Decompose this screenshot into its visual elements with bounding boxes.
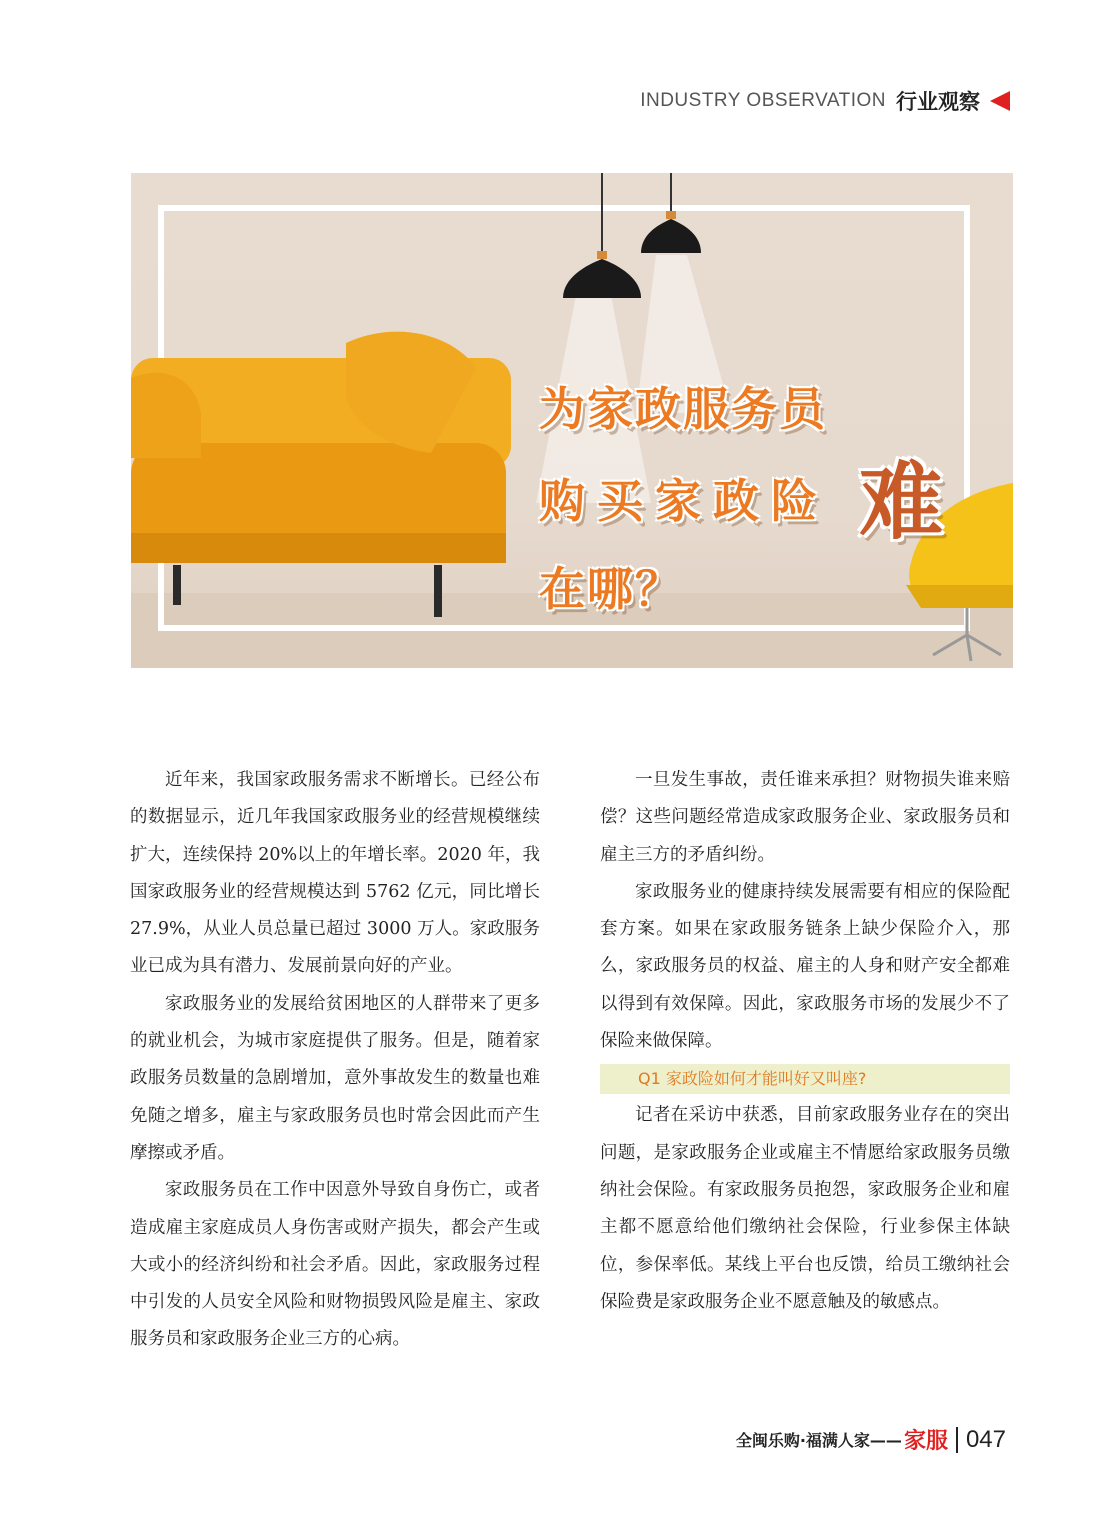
hero-title-emphasis: 难 xyxy=(859,453,944,551)
hero-title-line3: 在哪？ xyxy=(539,562,683,616)
page-footer xyxy=(736,1424,1006,1455)
footer-brand: 家服 xyxy=(903,1429,948,1454)
section-label-cn: 行业观察 xyxy=(896,90,980,114)
arrow-left-icon xyxy=(990,91,1010,111)
paragraph: 家政服务业的健康持续发展需要有相应的保险配套方案。如果在家政服务链条上缺少保险介入，那么，家政服务员的权益、雇主的人身和财产安全都难以得到有效保障。因此，家政服务市场的发展少不了保险来做保障。 xyxy=(600,881,1010,1052)
page-number: 047 xyxy=(965,1425,1006,1453)
hero-banner xyxy=(131,173,1013,668)
footer-slogan: 全闽乐购·福满人家—— xyxy=(735,1431,902,1450)
footer-divider xyxy=(956,1427,958,1453)
article-column-left xyxy=(130,762,540,1359)
paragraph: 家政服务员在工作中因意外导致自身伤亡，或者造成雇主家庭成员人身伤害或财产损失，都会产生或大或小的经济纠纷和社会矛盾。因此，家政服务过程中引发的人员安全风险和财物损毁风险是雇主、家政服务员和家政服务企业三方的心病。 xyxy=(130,1180,540,1350)
paragraph: 一旦发生事故，责任谁来承担？财物损失谁来赔偿？这些问题经常造成家政服务企业、家政服务员和雇主三方的矛盾纠纷。 xyxy=(600,770,1010,865)
hero-title-line1: 为家政服务员 xyxy=(539,382,827,436)
paragraph: 近年来，我国家政服务需求不断增长。已经公布的数据显示，近几年我国家政服务业的经营规模继续扩大，连续保持 20%以上的年增长率。2020 年，我国家政服务业的经营规模达到 5762 亿元，同比增长 27.9%，从业人员总量已超过 3000 万人。家政服务业已成为具有潜力、发展前景向好的产业。 xyxy=(130,770,540,977)
section-header xyxy=(640,86,1010,116)
paragraph: 家政服务业的发展给贫困地区的人群带来了更多的就业机会，为城市家庭提供了服务。但是，随着家政服务员数量的急剧增加，意外事故发生的数量也难免随之增多，雇主与家政服务员也时常会因此而产生摩擦或矛盾。 xyxy=(130,993,540,1163)
question-heading: Q1 家政险如何才能叫好又叫座? xyxy=(600,1064,1010,1094)
hero-title-line2: 购买家政险 xyxy=(539,474,829,528)
paragraph: 记者在采访中获悉，目前家政服务业存在的突出问题，是家政服务企业或雇主不情愿给家政服务员缴纳社会保险。有家政服务员抱怨，家政服务企业和雇主都不愿意给他们缴纳社会保险，行业参保主体缺位，参保率低。某线上平台也反馈，给员工缴纳社会保险费是家政服务企业不愿意触及的敏感点。 xyxy=(600,1105,1010,1312)
section-label-en: INDUSTRY OBSERVATION xyxy=(640,90,886,111)
article-column-right xyxy=(600,762,1010,1321)
